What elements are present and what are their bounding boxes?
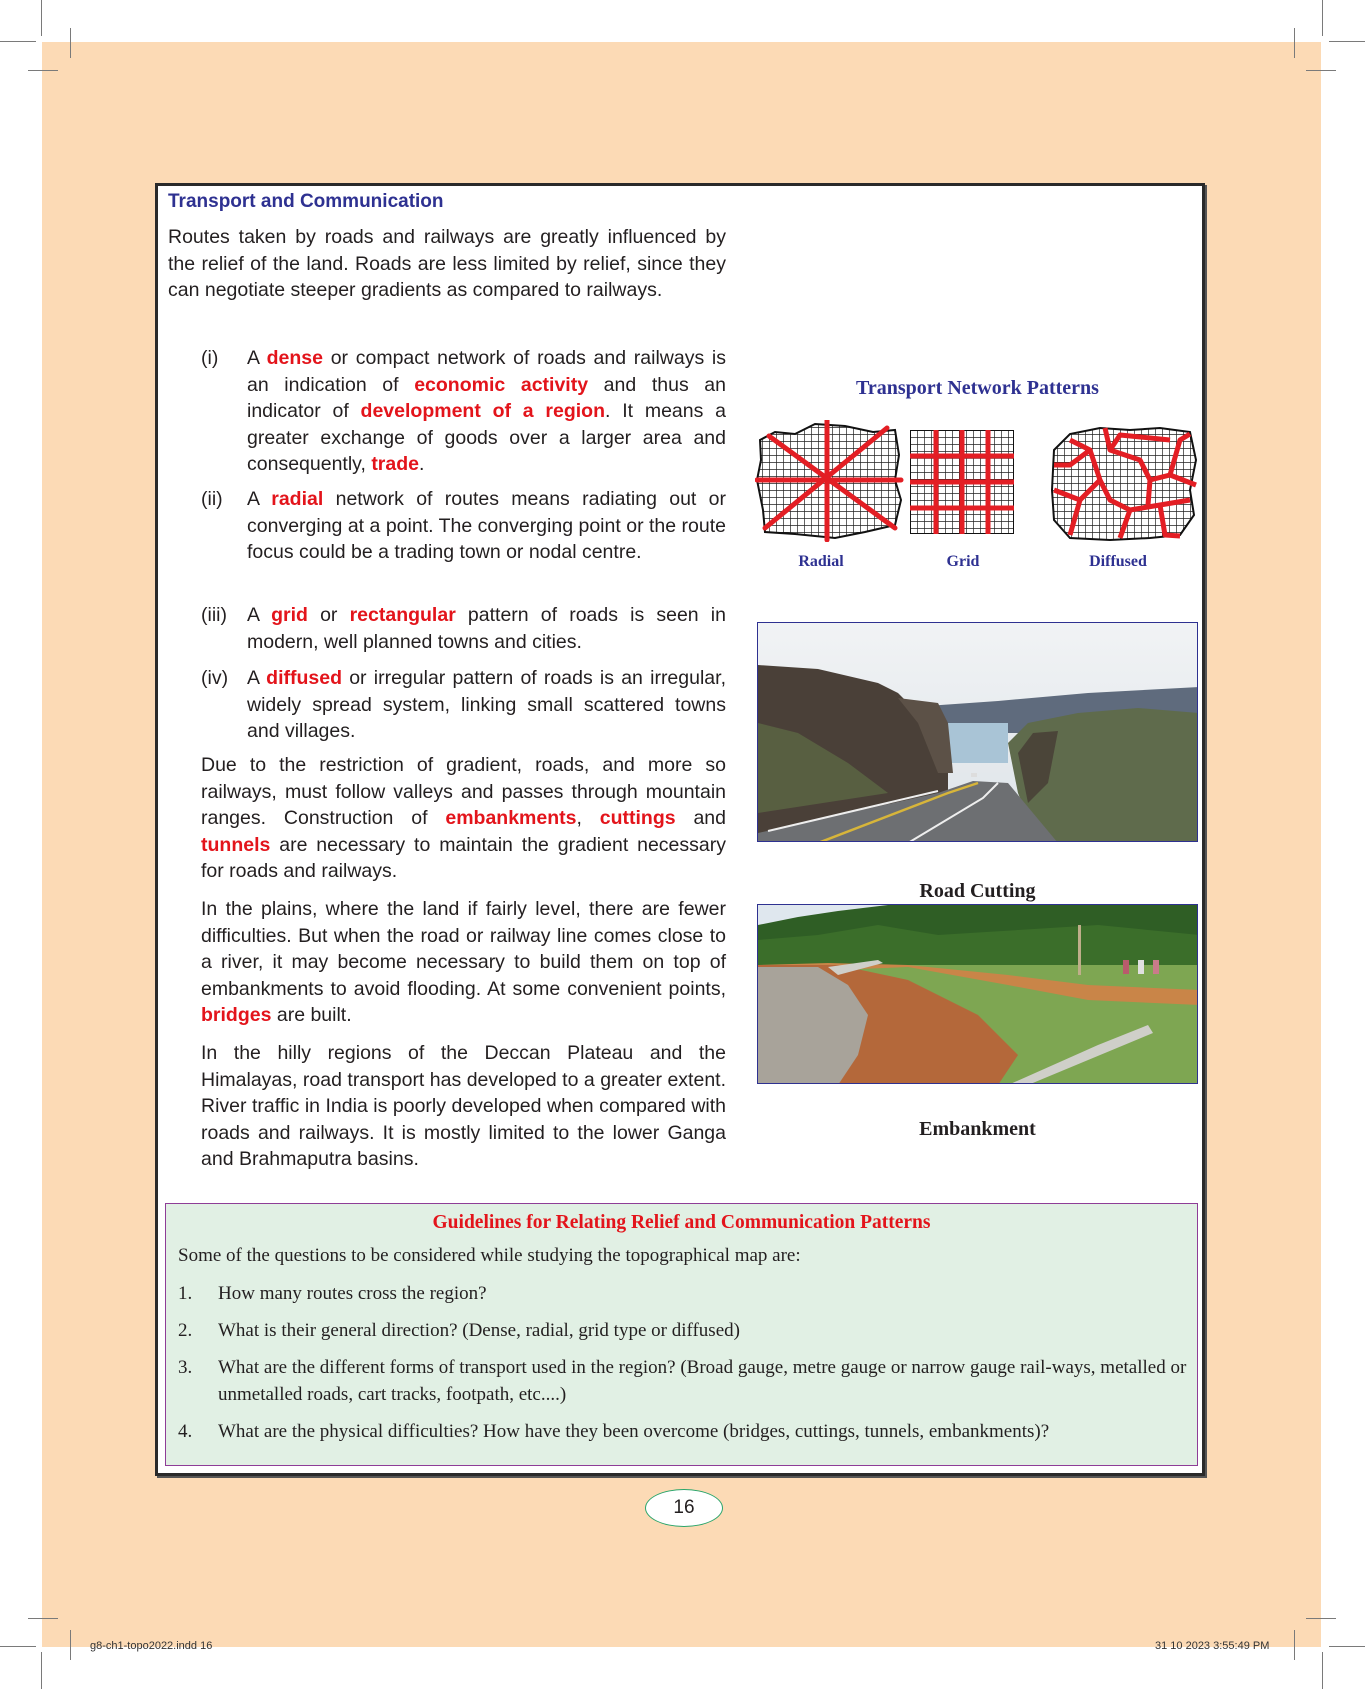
guideline-text: What is their general direction? (Dense, radial, grid type or diffused) bbox=[218, 1320, 740, 1341]
highlighted-term: embankments bbox=[445, 807, 577, 829]
list-item-number: (i) bbox=[201, 347, 219, 369]
guideline-text: What are the different forms of transport used in the region? (Broad gauge, metre gauge or narrow gauge rail-ways, metalled or unmetalled roads, cart tracks, footpath, etc....) bbox=[218, 1357, 1187, 1405]
crop-mark bbox=[28, 70, 58, 71]
list-item-text bbox=[247, 665, 726, 745]
highlighted-term: cuttings bbox=[599, 807, 676, 829]
diffused-pattern-diagram bbox=[1050, 420, 1198, 542]
crop-mark bbox=[70, 1630, 71, 1660]
text-run: Due to the restriction of gradient, roads, and more so railways, must follow valleys and passes through mountain ranges. Construction of bbox=[201, 754, 726, 829]
list-item-number: (ii) bbox=[201, 488, 223, 510]
caption-embankment: Embankment bbox=[919, 1118, 1036, 1140]
page-number: 16 bbox=[645, 1489, 723, 1527]
crop-mark bbox=[0, 41, 36, 42]
text-run: or irregular pattern of roads is an irregular, widely spread system, linking small scattered towns and villages. bbox=[247, 667, 726, 742]
pattern-label-radial: Radial bbox=[798, 553, 844, 570]
guideline-number: 2. bbox=[178, 1320, 193, 1341]
text-run: or bbox=[307, 604, 350, 626]
list-item bbox=[201, 486, 726, 566]
text-run: A bbox=[247, 667, 267, 689]
highlighted-term: radial bbox=[271, 488, 324, 510]
text-run: and bbox=[675, 807, 726, 829]
guidelines-intro: Some of the questions to be considered while studying the topographical map are: bbox=[178, 1245, 801, 1266]
crop-mark bbox=[1329, 41, 1365, 42]
text-run: or compact network of roads and railways is an indication of bbox=[247, 347, 726, 396]
figure-title: Transport Network Patterns bbox=[856, 377, 1099, 399]
paragraph-gradient bbox=[201, 752, 726, 885]
text-run: network of routes means radiating out or converging at a point. The converging point or the route focus could be a trading town or nodal centre. bbox=[247, 488, 726, 563]
intro-paragraph: Routes taken by roads and railways are greatly influenced by the relief of the land. Roads are less limited by relief, since they can negotiate steeper gradients as compared to railways. bbox=[168, 226, 726, 301]
highlighted-term: grid bbox=[271, 604, 308, 626]
crop-mark bbox=[28, 1618, 58, 1619]
highlighted-term: development of a region bbox=[360, 400, 606, 422]
pattern-label-diffused: Diffused bbox=[1089, 553, 1147, 570]
list-item bbox=[201, 602, 726, 655]
guideline-number: 3. bbox=[178, 1357, 193, 1378]
crop-mark bbox=[41, 0, 42, 36]
text-run: pattern of roads is seen in modern, well planned towns and cities. bbox=[247, 604, 726, 653]
text-run: A bbox=[247, 347, 267, 369]
crop-mark bbox=[0, 1646, 36, 1647]
crop-mark bbox=[1322, 0, 1323, 36]
highlighted-term: bridges bbox=[201, 1004, 272, 1026]
text-run: are built. bbox=[271, 1004, 352, 1026]
text-run: A bbox=[247, 488, 272, 510]
crop-mark bbox=[1306, 1618, 1336, 1619]
highlighted-term: dense bbox=[266, 347, 323, 369]
crop-mark bbox=[41, 1652, 42, 1689]
guideline-item bbox=[178, 1280, 1188, 1307]
text-run: In the plains, where the land if fairly level, there are fewer difficulties. But when the road or railway line comes close to a river, it may become necessary to build them on top of embankments to avoid flooding. At some convenient points, bbox=[201, 898, 726, 1000]
crop-mark bbox=[1306, 70, 1336, 71]
text-run: , bbox=[576, 807, 600, 829]
highlighted-term: economic activity bbox=[414, 373, 589, 396]
list-item bbox=[201, 665, 726, 745]
crop-mark bbox=[1294, 28, 1295, 58]
text-run: are necessary to maintain the gradient necessary for roads and railways. bbox=[201, 833, 726, 882]
guideline-item bbox=[178, 1354, 1188, 1408]
radial-pattern-diagram bbox=[755, 420, 905, 542]
guideline-text: What are the physical difficulties? How have they been overcome (bridges, cuttings, tunnels, embankments)? bbox=[218, 1421, 1050, 1442]
text-run: In the hilly regions of the Deccan Plateau and the Himalayas, road transport has developed to a greater extent. River traffic in India is poorly developed when compared with roads and railways. It is mostly limited to the lower Ganga and Brahmaputra basins. bbox=[201, 1042, 726, 1170]
slug-timestamp: 31 10 2023 3:55:49 PM bbox=[1155, 1640, 1270, 1652]
guideline-number: 4. bbox=[178, 1421, 193, 1442]
highlighted-term: diffused bbox=[266, 667, 342, 689]
section-title: Transport and Communication bbox=[168, 191, 444, 212]
pattern-label-grid: Grid bbox=[946, 553, 980, 570]
text-run: and thus an indicator of bbox=[247, 373, 726, 422]
road-cutting-photo bbox=[757, 622, 1198, 842]
list-item-number: (iii) bbox=[201, 604, 227, 626]
guideline-item bbox=[178, 1317, 1188, 1344]
guideline-number: 1. bbox=[178, 1283, 193, 1304]
paragraph-plains bbox=[201, 896, 726, 1029]
highlighted-term: trade bbox=[371, 453, 419, 475]
text-run: A bbox=[247, 604, 272, 626]
list-item-number: (iv) bbox=[201, 667, 229, 689]
text-run: . bbox=[419, 453, 425, 475]
slug-filename: g8-ch1-topo2022.indd 16 bbox=[90, 1640, 213, 1652]
list-item-text bbox=[247, 602, 726, 655]
highlighted-term: tunnels bbox=[201, 833, 271, 856]
list-item-text bbox=[247, 486, 726, 566]
list-item-text bbox=[247, 345, 726, 478]
crop-mark bbox=[1294, 1630, 1295, 1660]
list-item bbox=[201, 345, 726, 478]
grid-pattern-diagram bbox=[910, 430, 1014, 534]
text-run: . It means a greater exchange of goods over a larger area and consequently, bbox=[247, 400, 726, 475]
caption-road-cutting: Road Cutting bbox=[919, 880, 1036, 902]
guideline-text: How many routes cross the region? bbox=[218, 1283, 487, 1304]
crop-mark bbox=[70, 28, 71, 58]
guidelines-title: Guidelines for Relating Relief and Communication Patterns bbox=[432, 1212, 931, 1233]
embankment-photo bbox=[757, 904, 1198, 1084]
guideline-item bbox=[178, 1418, 1188, 1445]
crop-mark bbox=[1329, 1646, 1365, 1647]
crop-mark bbox=[1322, 1652, 1323, 1689]
highlighted-term: rectangular bbox=[349, 604, 456, 626]
paragraph-hilly bbox=[201, 1040, 726, 1173]
